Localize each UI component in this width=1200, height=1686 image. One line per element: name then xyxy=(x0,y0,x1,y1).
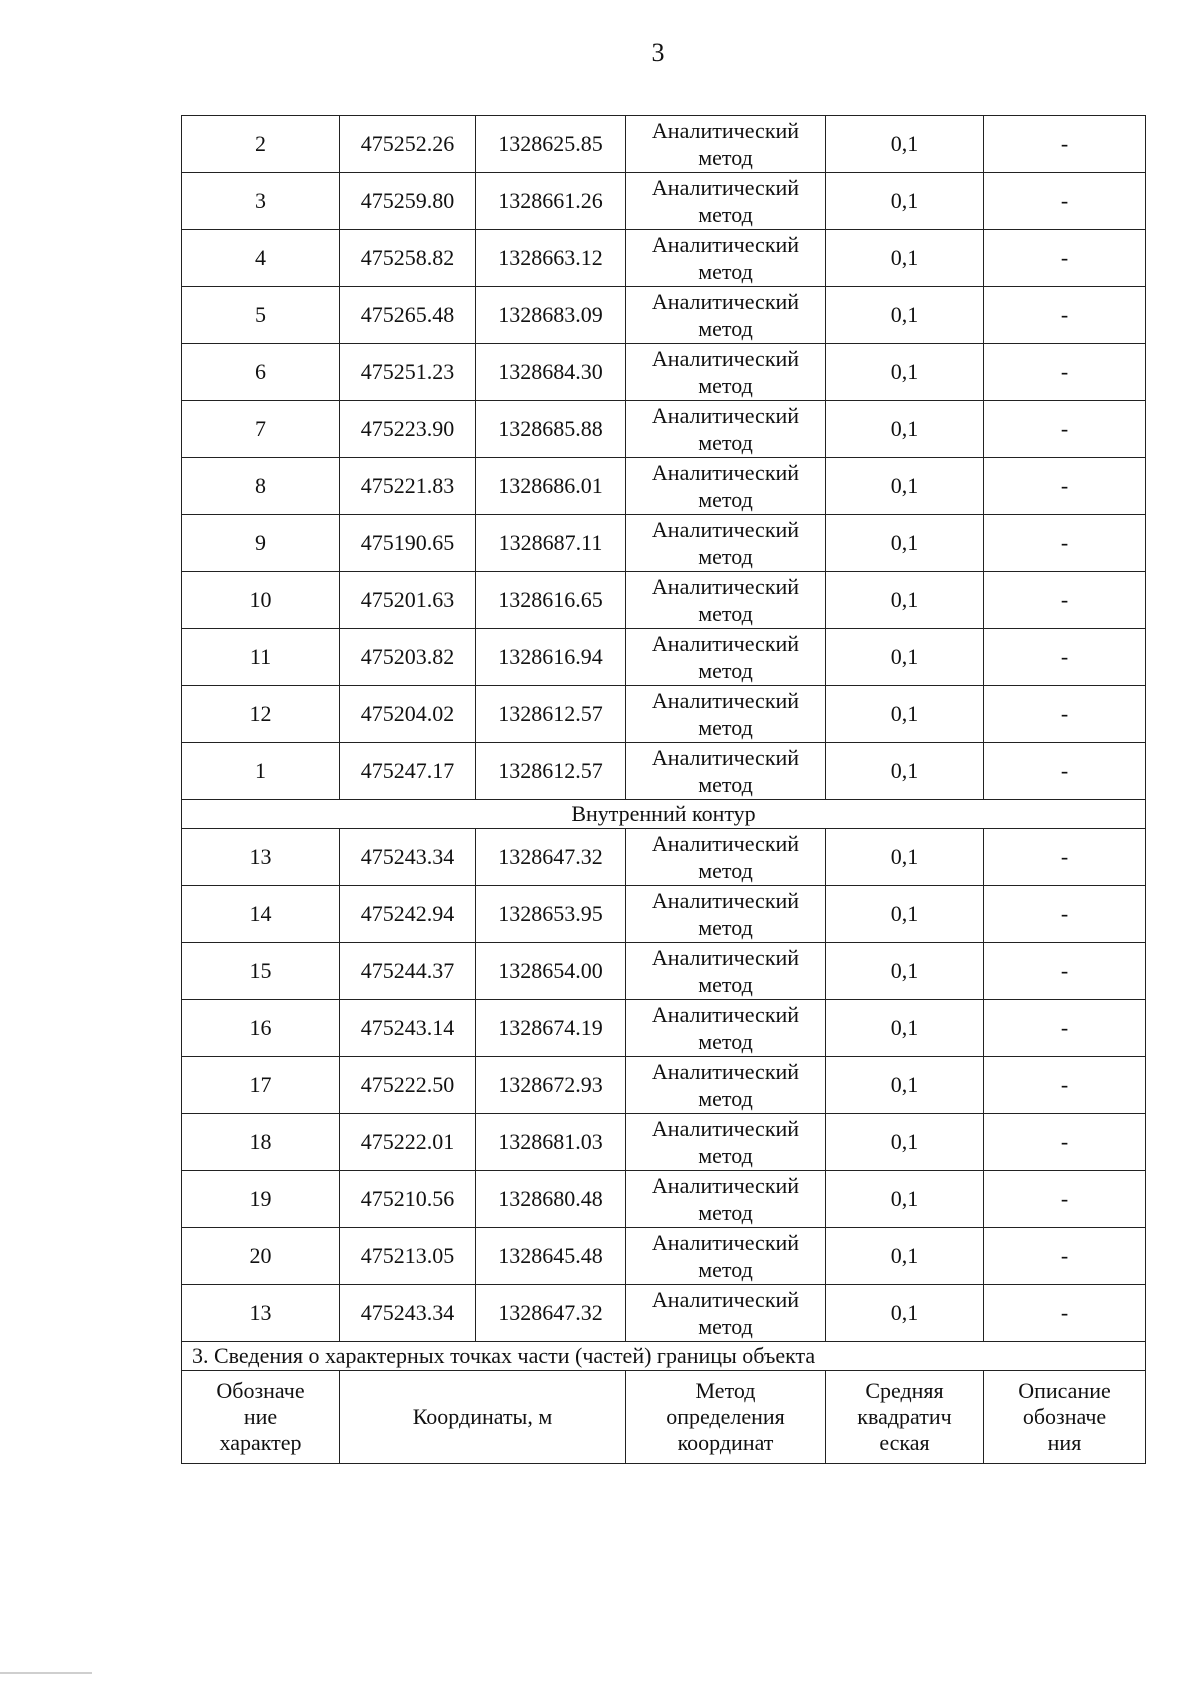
method-line: Аналитический xyxy=(651,688,800,713)
method-line: метод xyxy=(698,1143,753,1168)
description-cell: - xyxy=(984,943,1146,1000)
accuracy-cell: 0,1 xyxy=(826,1285,984,1342)
method-cell xyxy=(626,1171,826,1228)
method-line: Аналитический xyxy=(651,1116,800,1141)
accuracy-cell: 0,1 xyxy=(826,1057,984,1114)
table-row xyxy=(182,1114,1146,1171)
coordinate-x-cell: 475222.01 xyxy=(340,1114,476,1171)
coordinate-y-cell: 1328625.85 xyxy=(476,116,626,173)
part-title-row xyxy=(182,1342,1146,1371)
coordinate-y-cell: 1328661.26 xyxy=(476,173,626,230)
point-number-cell: 15 xyxy=(182,943,340,1000)
page-number: 3 xyxy=(651,38,665,67)
header-method-line: Метод xyxy=(695,1378,756,1403)
method-line: метод xyxy=(698,915,753,940)
header-description-line: обозначе xyxy=(1022,1404,1107,1429)
header-method-line: координат xyxy=(677,1430,774,1455)
point-number-cell: 19 xyxy=(182,1171,340,1228)
coordinate-x-cell: 475222.50 xyxy=(340,1057,476,1114)
coordinate-y-cell: 1328685.88 xyxy=(476,401,626,458)
point-number-cell: 18 xyxy=(182,1114,340,1171)
method-line: метод xyxy=(698,858,753,883)
method-line: метод xyxy=(698,1200,753,1225)
coordinate-y-cell: 1328645.48 xyxy=(476,1228,626,1285)
point-number-cell: 4 xyxy=(182,230,340,287)
method-line: Аналитический xyxy=(651,945,800,970)
accuracy-cell: 0,1 xyxy=(826,344,984,401)
point-number-cell: 7 xyxy=(182,401,340,458)
method-line: Аналитический xyxy=(651,346,800,371)
accuracy-cell: 0,1 xyxy=(826,287,984,344)
coordinates-table xyxy=(181,115,1146,1464)
coordinate-x-cell: 475190.65 xyxy=(340,515,476,572)
coordinate-y-cell: 1328647.32 xyxy=(476,829,626,886)
method-line: метод xyxy=(698,972,753,997)
table-row xyxy=(182,1228,1146,1285)
method-line: Аналитический xyxy=(651,1230,800,1255)
description-cell: - xyxy=(984,344,1146,401)
method-cell xyxy=(626,1285,826,1342)
point-number-cell: 1 xyxy=(182,743,340,800)
method-line: Аналитический xyxy=(651,831,800,856)
method-line: метод xyxy=(698,259,753,284)
table-row xyxy=(182,173,1146,230)
header-accuracy-line: еская xyxy=(879,1430,930,1455)
accuracy-cell: 0,1 xyxy=(826,1114,984,1171)
point-number-cell: 5 xyxy=(182,287,340,344)
coordinate-y-cell: 1328680.48 xyxy=(476,1171,626,1228)
description-cell: - xyxy=(984,1000,1146,1057)
method-line: метод xyxy=(698,715,753,740)
method-line: метод xyxy=(698,316,753,341)
table-row xyxy=(182,458,1146,515)
method-line: Аналитический xyxy=(651,1287,800,1312)
method-cell xyxy=(626,886,826,943)
coordinate-x-cell: 475203.82 xyxy=(340,629,476,686)
method-cell xyxy=(626,629,826,686)
table-row xyxy=(182,686,1146,743)
method-line: Аналитический xyxy=(651,631,800,656)
accuracy-cell: 0,1 xyxy=(826,458,984,515)
method-line: Аналитический xyxy=(651,1059,800,1084)
table-row xyxy=(182,743,1146,800)
method-cell xyxy=(626,1114,826,1171)
method-cell xyxy=(626,943,826,1000)
accuracy-cell: 0,1 xyxy=(826,173,984,230)
coordinate-x-cell: 475247.17 xyxy=(340,743,476,800)
method-line: Аналитический xyxy=(651,118,800,143)
header-coordinates: Координаты, м xyxy=(340,1371,626,1464)
inner-contour-label: Внутренний контур xyxy=(182,800,1146,829)
point-number-cell: 13 xyxy=(182,1285,340,1342)
coordinate-x-cell: 475243.14 xyxy=(340,1000,476,1057)
accuracy-cell: 0,1 xyxy=(826,943,984,1000)
point-number-cell: 12 xyxy=(182,686,340,743)
method-line: Аналитический xyxy=(651,517,800,542)
method-cell xyxy=(626,515,826,572)
method-line: метод xyxy=(698,373,753,398)
accuracy-cell: 0,1 xyxy=(826,116,984,173)
table-row xyxy=(182,829,1146,886)
header-designation-line: ние xyxy=(243,1404,278,1429)
table-row xyxy=(182,1171,1146,1228)
header-method-line: определения xyxy=(666,1404,785,1429)
coordinate-x-cell: 475243.34 xyxy=(340,829,476,886)
header-description xyxy=(984,1371,1146,1464)
table-row xyxy=(182,116,1146,173)
coordinate-x-cell: 475259.80 xyxy=(340,173,476,230)
method-cell xyxy=(626,230,826,287)
method-cell xyxy=(626,1228,826,1285)
header-description-line: ния xyxy=(1047,1430,1082,1455)
method-line: метод xyxy=(698,601,753,626)
point-number-cell: 17 xyxy=(182,1057,340,1114)
method-line: Аналитический xyxy=(651,289,800,314)
coordinate-y-cell: 1328653.95 xyxy=(476,886,626,943)
accuracy-cell: 0,1 xyxy=(826,1000,984,1057)
scan-edge-mark xyxy=(0,1672,92,1674)
point-number-cell: 6 xyxy=(182,344,340,401)
method-cell xyxy=(626,116,826,173)
method-cell xyxy=(626,458,826,515)
method-line: метод xyxy=(698,544,753,569)
accuracy-cell: 0,1 xyxy=(826,829,984,886)
description-cell: - xyxy=(984,287,1146,344)
method-cell xyxy=(626,572,826,629)
method-line: Аналитический xyxy=(651,888,800,913)
header-designation xyxy=(182,1371,340,1464)
coordinate-y-cell: 1328612.57 xyxy=(476,743,626,800)
accuracy-cell: 0,1 xyxy=(826,1171,984,1228)
coordinate-y-cell: 1328663.12 xyxy=(476,230,626,287)
part-title: 3. Сведения о характерных точках части (частей) границы объекта xyxy=(182,1342,1146,1371)
method-line: метод xyxy=(698,487,753,512)
point-number-cell: 3 xyxy=(182,173,340,230)
description-cell: - xyxy=(984,1171,1146,1228)
table-row xyxy=(182,629,1146,686)
method-cell xyxy=(626,686,826,743)
method-cell xyxy=(626,401,826,458)
point-number-cell: 10 xyxy=(182,572,340,629)
accuracy-cell: 0,1 xyxy=(826,1228,984,1285)
inner-contour-section xyxy=(182,800,1146,829)
coordinate-x-cell: 475210.56 xyxy=(340,1171,476,1228)
coordinate-x-cell: 475251.23 xyxy=(340,344,476,401)
method-line: метод xyxy=(698,658,753,683)
description-cell: - xyxy=(984,629,1146,686)
coordinate-y-cell: 1328612.57 xyxy=(476,686,626,743)
description-cell: - xyxy=(984,401,1146,458)
inner-contour-row xyxy=(182,800,1146,829)
accuracy-cell: 0,1 xyxy=(826,886,984,943)
coordinate-y-cell: 1328616.65 xyxy=(476,572,626,629)
header-designation-line: характер xyxy=(219,1430,302,1455)
description-cell: - xyxy=(984,1285,1146,1342)
coordinate-x-cell: 475213.05 xyxy=(340,1228,476,1285)
description-cell: - xyxy=(984,458,1146,515)
method-cell xyxy=(626,344,826,401)
inner-contour-rows xyxy=(182,829,1146,1342)
coordinate-x-cell: 475258.82 xyxy=(340,230,476,287)
method-line: метод xyxy=(698,1314,753,1339)
accuracy-cell: 0,1 xyxy=(826,515,984,572)
coordinate-y-cell: 1328681.03 xyxy=(476,1114,626,1171)
method-line: Аналитический xyxy=(651,460,800,485)
description-cell: - xyxy=(984,1228,1146,1285)
part-header-row xyxy=(182,1371,1146,1464)
header-designation-line: Обозначе xyxy=(216,1378,305,1403)
table-row xyxy=(182,1000,1146,1057)
table-row xyxy=(182,287,1146,344)
method-line: метод xyxy=(698,772,753,797)
description-cell: - xyxy=(984,515,1146,572)
coordinate-y-cell: 1328647.32 xyxy=(476,1285,626,1342)
table-row xyxy=(182,886,1146,943)
method-cell xyxy=(626,287,826,344)
accuracy-cell: 0,1 xyxy=(826,629,984,686)
table-row xyxy=(182,572,1146,629)
point-number-cell: 2 xyxy=(182,116,340,173)
point-number-cell: 16 xyxy=(182,1000,340,1057)
method-line: метод xyxy=(698,145,753,170)
table-row xyxy=(182,1285,1146,1342)
header-description-line: Описание xyxy=(1018,1378,1111,1403)
coordinate-x-cell: 475201.63 xyxy=(340,572,476,629)
description-cell: - xyxy=(984,743,1146,800)
table-row xyxy=(182,230,1146,287)
accuracy-cell: 0,1 xyxy=(826,743,984,800)
coordinate-y-cell: 1328674.19 xyxy=(476,1000,626,1057)
method-line: метод xyxy=(698,202,753,227)
method-cell xyxy=(626,743,826,800)
description-cell: - xyxy=(984,173,1146,230)
accuracy-cell: 0,1 xyxy=(826,230,984,287)
method-line: метод xyxy=(698,430,753,455)
coordinate-x-cell: 475244.37 xyxy=(340,943,476,1000)
method-line: Аналитический xyxy=(651,403,800,428)
point-number-cell: 20 xyxy=(182,1228,340,1285)
coordinate-x-cell: 475242.94 xyxy=(340,886,476,943)
point-number-cell: 9 xyxy=(182,515,340,572)
description-cell: - xyxy=(984,686,1146,743)
coordinate-y-cell: 1328654.00 xyxy=(476,943,626,1000)
method-line: Аналитический xyxy=(651,745,800,770)
part-section xyxy=(182,1342,1146,1464)
coordinate-x-cell: 475252.26 xyxy=(340,116,476,173)
table-row xyxy=(182,943,1146,1000)
accuracy-cell: 0,1 xyxy=(826,686,984,743)
description-cell: - xyxy=(984,230,1146,287)
method-cell xyxy=(626,829,826,886)
coordinate-y-cell: 1328616.94 xyxy=(476,629,626,686)
table-row xyxy=(182,401,1146,458)
accuracy-cell: 0,1 xyxy=(826,401,984,458)
method-cell xyxy=(626,1000,826,1057)
coordinate-x-cell: 475221.83 xyxy=(340,458,476,515)
outer-contour-rows xyxy=(182,116,1146,800)
point-number-cell: 13 xyxy=(182,829,340,886)
method-line: метод xyxy=(698,1257,753,1282)
coordinate-y-cell: 1328672.93 xyxy=(476,1057,626,1114)
coordinate-x-cell: 475265.48 xyxy=(340,287,476,344)
coordinate-y-cell: 1328684.30 xyxy=(476,344,626,401)
method-line: Аналитический xyxy=(651,1173,800,1198)
method-cell xyxy=(626,1057,826,1114)
description-cell: - xyxy=(984,886,1146,943)
header-method xyxy=(626,1371,826,1464)
header-accuracy-line: квадратич xyxy=(857,1404,952,1429)
method-line: метод xyxy=(698,1086,753,1111)
coordinate-x-cell: 475223.90 xyxy=(340,401,476,458)
coordinate-x-cell: 475243.34 xyxy=(340,1285,476,1342)
header-accuracy-line: Средняя xyxy=(865,1378,944,1403)
coordinate-y-cell: 1328683.09 xyxy=(476,287,626,344)
method-line: Аналитический xyxy=(651,175,800,200)
point-number-cell: 8 xyxy=(182,458,340,515)
table-row xyxy=(182,515,1146,572)
header-accuracy xyxy=(826,1371,984,1464)
method-line: Аналитический xyxy=(651,574,800,599)
point-number-cell: 14 xyxy=(182,886,340,943)
table-row xyxy=(182,344,1146,401)
description-cell: - xyxy=(984,1114,1146,1171)
description-cell: - xyxy=(984,116,1146,173)
method-line: Аналитический xyxy=(651,232,800,257)
description-cell: - xyxy=(984,1057,1146,1114)
coordinate-x-cell: 475204.02 xyxy=(340,686,476,743)
method-cell xyxy=(626,173,826,230)
coordinate-y-cell: 1328687.11 xyxy=(476,515,626,572)
description-cell: - xyxy=(984,572,1146,629)
method-line: Аналитический xyxy=(651,1002,800,1027)
accuracy-cell: 0,1 xyxy=(826,572,984,629)
table-row xyxy=(182,1057,1146,1114)
coordinate-y-cell: 1328686.01 xyxy=(476,458,626,515)
method-line: метод xyxy=(698,1029,753,1054)
description-cell: - xyxy=(984,829,1146,886)
point-number-cell: 11 xyxy=(182,629,340,686)
